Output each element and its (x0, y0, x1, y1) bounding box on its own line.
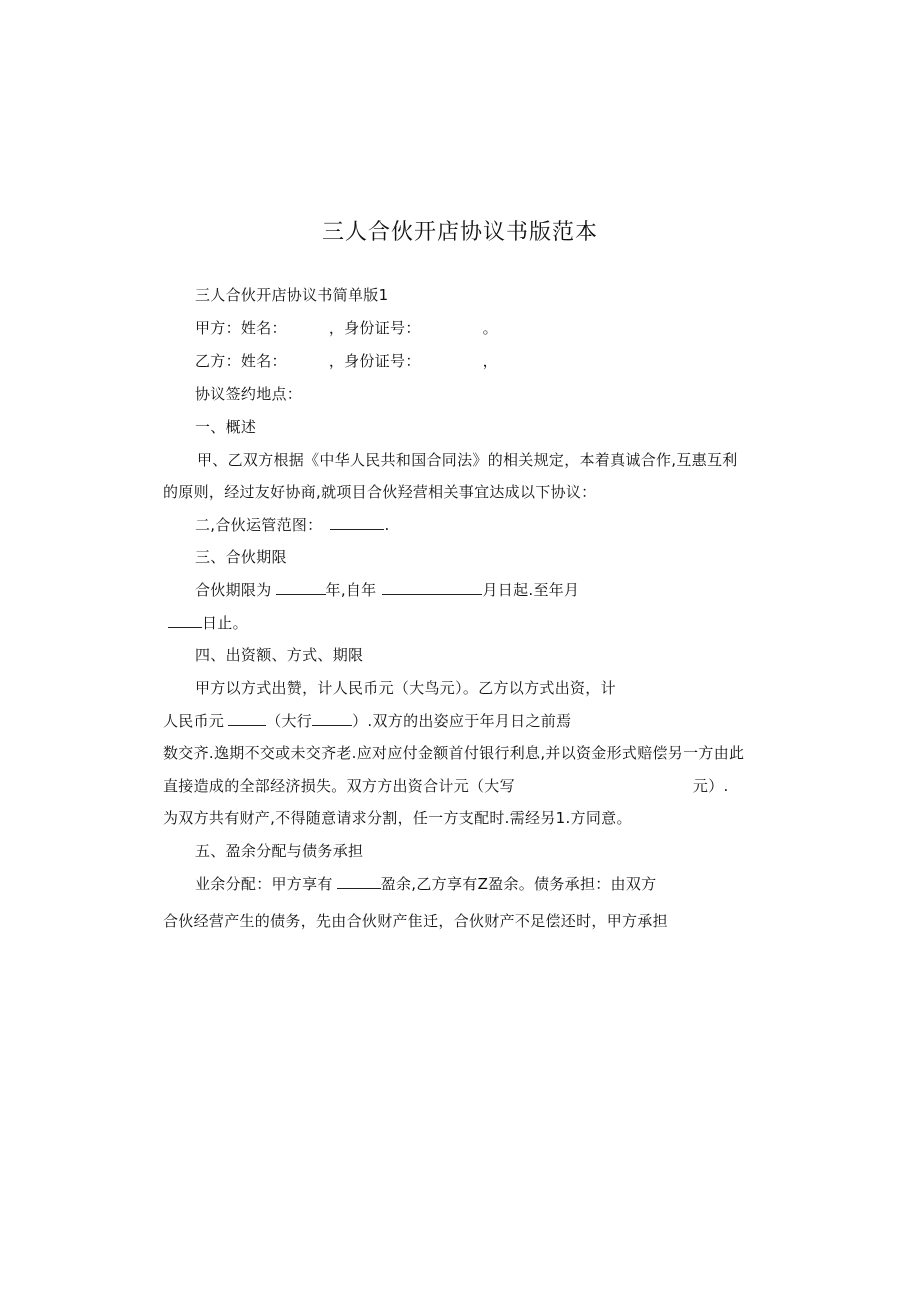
section-1-line-2: 的原则，经过友好协商,就项目合伙羟营相关事宜达成以下协议： (163, 483, 597, 501)
surplus-label: 业余分配：甲方享有 (195, 875, 333, 893)
party-a-name-label: 甲方：姓名： (195, 319, 287, 337)
section-3-title: 三、合伙期限 (195, 548, 287, 566)
party-b-line (195, 351, 498, 371)
party-b-name-label: 乙方：姓名： (195, 352, 287, 370)
agreement-heading: 三人合伙开店协议书简单版1 (195, 286, 389, 304)
surplus-text: 盈余,乙方享有Z盈余。债务承担：由双方 (380, 875, 657, 893)
party-a-line (195, 318, 498, 338)
section-4-line-1: 甲方以方式出赞，计人民币元（大鸟元）。乙方以方式出资，计 (195, 679, 616, 697)
section-4-line-4 (163, 776, 729, 796)
section-5-line-2: 合伙经营产生的债务，先由合伙财产隹迁，合伙财产不足偿还时，甲方承担 (163, 912, 668, 930)
party-a-end: 。 (482, 319, 498, 337)
party-a-id-label: ，身份证号： (328, 319, 421, 337)
document-title: 三人合伙开店协议书版范本 (321, 220, 598, 245)
total-capital-label: 直接造成的全部经济损失。双方方出资合计元（大写 (163, 777, 515, 795)
term-from-blank (382, 580, 482, 595)
section-4-line-5: 为双方共有财产,不得随意请求分割，任一方支配时.需经另1.方同意。 (163, 809, 632, 827)
capital-deadline-text: ）.双方的出姿应于年月日之前焉 (352, 712, 572, 730)
term-end-label: 日止。 (202, 614, 248, 632)
section-5-line-1 (195, 874, 656, 894)
section-1-line-1: 甲、乙双方根据《中华人民共和国合同法》的相关规定，本着真诚合作,互惠互利 (197, 451, 738, 469)
capital-amount-label: 人民币元 (163, 712, 225, 730)
capital-words-label: （大行 (266, 712, 313, 730)
term-from-label: 年,自年 (325, 581, 377, 599)
section-2-line (195, 515, 390, 535)
party-b-id-label: ，身份证号： (328, 352, 421, 370)
section-4-title: 四、出资额、方式、期限 (195, 646, 364, 664)
section-3-line-1 (195, 580, 579, 600)
section-1-title: 一、概述 (195, 418, 257, 436)
section-3-line-2 (168, 613, 248, 633)
term-end-blank (168, 613, 202, 628)
total-capital-end: 元）. (692, 777, 729, 795)
surplus-blank (337, 874, 381, 889)
section-2-blank (330, 515, 384, 530)
term-label: 合伙期限为 (195, 581, 272, 599)
section-2-end: . (384, 516, 390, 534)
capital-words-blank (312, 711, 352, 726)
section-4-line-2 (163, 711, 571, 731)
capital-amount-blank (228, 711, 266, 726)
section-4-line-3: 数交齐.逸期不交或未交齐老.应对应付金额首付银行利息,并以资金形式赔偿另一方由此 (163, 744, 745, 762)
term-to-label: 月日起.至年月 (482, 581, 580, 599)
section-2-text: 二,合伙运管范图： (195, 516, 323, 534)
party-b-end: ， (482, 352, 498, 370)
term-years-blank (276, 580, 326, 595)
section-5-title: 五、盈余分配与债务承担 (195, 842, 364, 860)
sign-place-line: 协议签约地点： (195, 385, 303, 403)
